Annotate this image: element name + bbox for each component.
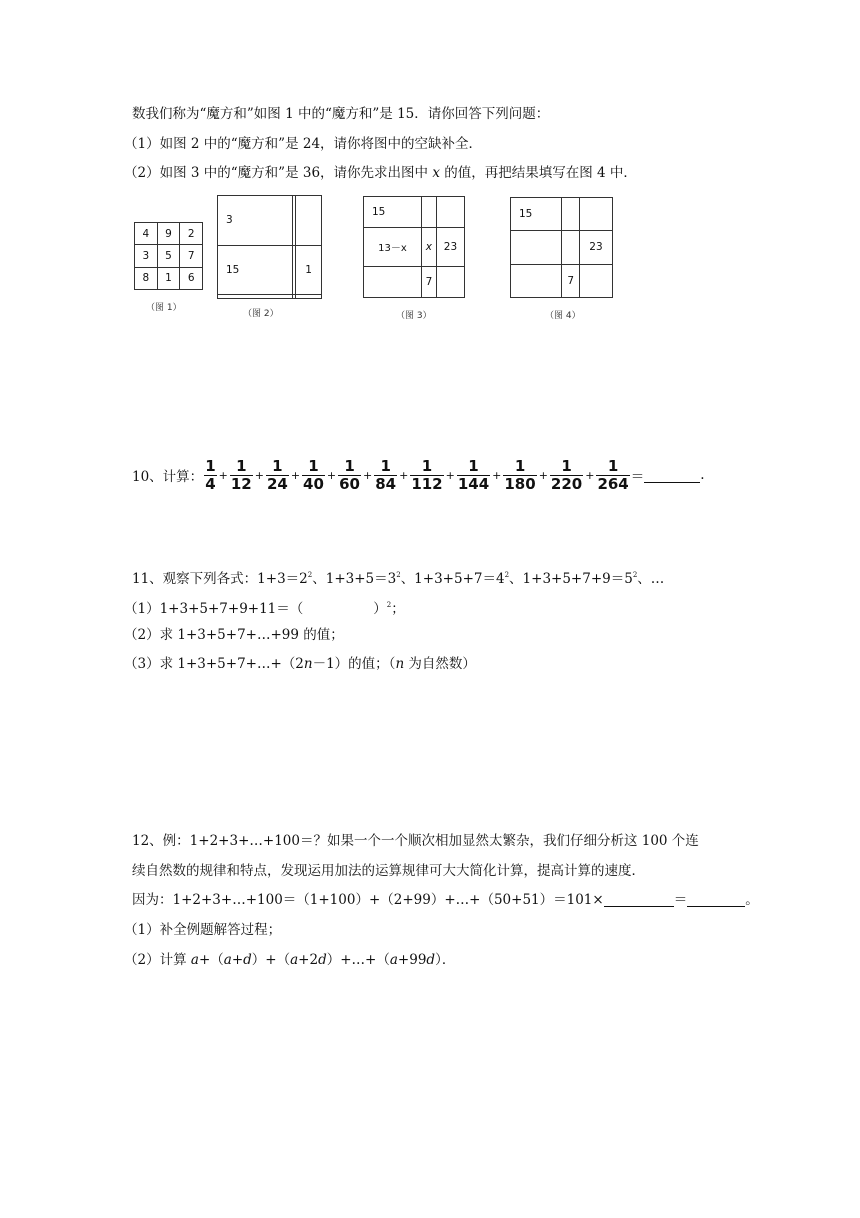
grid-cell	[296, 196, 322, 246]
grid-cell: 1	[157, 267, 180, 289]
magic-square-fig3	[363, 196, 465, 298]
q12-var-d: d	[426, 952, 436, 968]
q11-var-n: n	[303, 656, 313, 672]
fraction	[550, 458, 583, 493]
grid-cell	[436, 266, 464, 297]
fraction-numerator: 1	[308, 456, 319, 475]
magic-square-fig4	[510, 197, 613, 298]
fraction-denominator: 4	[205, 474, 216, 493]
q11-exp: 2	[396, 571, 401, 579]
q11-var-n: n	[395, 656, 405, 672]
grid-cell: 4	[135, 223, 158, 245]
plus-sign: +	[290, 468, 301, 482]
fraction-denominator: 84	[375, 474, 397, 493]
q11-p3-c: 为自然数）	[404, 656, 476, 672]
grid-cell: 1	[296, 245, 322, 295]
grid-cell: 23	[579, 231, 612, 264]
fraction	[230, 458, 253, 493]
q10-answer-blank[interactable]	[644, 468, 700, 483]
fraction-denominator: 180	[504, 474, 536, 493]
grid-cell	[421, 197, 436, 228]
fraction-denominator: 112	[411, 474, 443, 493]
fraction-denominator: 24	[266, 474, 288, 493]
fig1-caption: （图 1）	[146, 303, 182, 313]
q10-expression	[132, 453, 705, 497]
q12-line-3	[132, 890, 759, 910]
q11-p3-b: －1）的值；（	[312, 656, 396, 672]
intro-line-3-a: （2）如图 3 中的“魔方和”是 36，请你先求出图中	[124, 165, 433, 181]
fraction	[302, 458, 325, 493]
fraction-numerator: 1	[607, 456, 619, 475]
q12-p2-e: ）+（	[251, 952, 291, 968]
q12-p2-c: +	[231, 952, 244, 968]
grid-cell: 13－x	[364, 228, 422, 266]
q11-line-1	[132, 565, 664, 589]
q12-var-d: d	[243, 952, 252, 968]
grid-cell: 15	[511, 198, 562, 231]
intro-line-3	[124, 163, 637, 183]
grid-cell: 5	[157, 245, 180, 267]
intro-line-1: 数我们称为“魔方和”如图 1 中的“魔方和”是 15．请你回答下列问题：	[132, 106, 550, 122]
q10-equals: ＝	[630, 469, 645, 485]
fraction-numerator: 1	[514, 456, 526, 475]
q12-line-2: 续自然数的规律和特点，发现运用加法的运算规律可大大简化计算，提高计算的速度．	[132, 863, 645, 879]
q11-exp: 2	[307, 571, 313, 579]
grid-cell: 3	[218, 196, 293, 246]
fraction	[457, 458, 490, 493]
intro-line-2: （1）如图 2 中的“魔方和”是 24，请你将图中的空缺补全．	[124, 136, 483, 152]
grid-cell	[511, 231, 562, 264]
fraction-denominator: 60	[339, 474, 360, 493]
grid-cell: 9	[157, 223, 180, 245]
plus-sign: +	[445, 468, 455, 482]
plus-sign: +	[399, 468, 409, 482]
grid-cell	[562, 198, 580, 231]
grid-cell: 15	[364, 197, 422, 228]
q12-var-a: a	[290, 952, 299, 968]
q12-part-1: （1）补全例题解答过程；	[124, 922, 282, 938]
grid-cell: 23	[436, 228, 464, 266]
q12-p2-a: （2）计算	[124, 952, 191, 968]
q12-line-1: 12、例：1+2+3+…+100＝？如果一个一个顺次相加显然太繁杂，我们仔细分析这 100 个连	[132, 833, 699, 849]
magic-square-fig2	[217, 195, 322, 299]
q12-var-a: a	[389, 952, 398, 968]
q11-ellipsis: 、…	[637, 571, 665, 587]
plus-sign: +	[218, 468, 228, 482]
grid-cell: 2	[180, 223, 203, 245]
q12-p2-f: +2	[298, 952, 319, 968]
grid-cell: 8	[135, 267, 158, 289]
q11-exp: 2	[632, 571, 638, 579]
q11-p3-a: （3）求 1+3+5+7+…+（2	[124, 656, 304, 672]
fig2-caption: （图 2）	[243, 309, 279, 319]
q11-p1-end: ；	[391, 601, 405, 617]
q11-exp: 2	[504, 571, 510, 579]
fraction-denominator: 40	[303, 474, 324, 493]
fig3-caption: （图 3）	[396, 311, 432, 321]
plus-sign: +	[254, 468, 264, 482]
grid-cell	[364, 266, 422, 297]
grid-cell	[579, 264, 612, 297]
q11-eq2: 、1+3+5＝3	[312, 571, 397, 587]
fraction-numerator: 1	[236, 456, 247, 475]
q12-blank-2[interactable]	[687, 892, 745, 907]
plus-sign: +	[585, 468, 595, 482]
q11-eq1: 11、观察下列各式：1+3＝2	[132, 571, 308, 587]
q11-eq4: 、1+3+5+7+9＝5	[509, 571, 633, 587]
plus-sign: +	[326, 468, 337, 482]
fraction	[338, 458, 361, 493]
q12-var-d: d	[318, 952, 327, 968]
q11-p1-b: ）	[373, 601, 387, 617]
fraction	[596, 458, 629, 493]
fraction	[374, 458, 397, 493]
q12-part-2	[124, 950, 455, 970]
fraction	[503, 458, 536, 493]
q12-p2-g: ）+…+（	[326, 952, 390, 968]
fig4-caption: （图 4）	[545, 311, 581, 321]
fraction-numerator: 1	[380, 456, 391, 475]
grid-cell: 7	[562, 264, 580, 297]
q10-label: 10、计算：	[132, 469, 204, 485]
fraction-numerator: 1	[468, 456, 479, 475]
plus-sign: +	[538, 468, 548, 482]
magic-square-fig1	[134, 222, 203, 290]
fraction-denominator: 220	[550, 474, 583, 493]
fraction-numerator: 1	[561, 456, 572, 475]
q12-p2-i: ）．	[435, 952, 456, 968]
plus-sign: +	[363, 468, 373, 482]
q12-l3-b: ＝	[673, 892, 688, 908]
grid-cell	[562, 231, 580, 264]
grid-cell: x	[421, 228, 436, 266]
q12-var-a: a	[223, 952, 232, 968]
q11-eq3: 、1+3+5+7＝4	[400, 571, 505, 587]
q12-l3-c: 。	[745, 892, 759, 908]
q12-p2-h: +99	[397, 952, 427, 968]
fraction-denominator: 144	[457, 474, 490, 493]
fraction-numerator: 1	[344, 456, 355, 475]
grid-cell: 7	[180, 245, 203, 267]
fraction	[204, 458, 216, 493]
q12-p2-b: +（	[198, 952, 224, 968]
fraction-denominator: 12	[230, 474, 252, 493]
grid-cell: 7	[421, 266, 436, 297]
q11-part-3	[124, 654, 476, 674]
q12-var-a: a	[190, 952, 199, 968]
grid-cell	[511, 264, 562, 297]
grid-cell	[436, 197, 464, 228]
q11-exp: 2	[386, 601, 392, 609]
q11-part-2: （2）求 1+3+5+7+…+99 的值；	[124, 627, 344, 643]
q12-l3-a: 因为：1+2+3+…+100＝（1+100）+（2+99）+…+（50+51）＝101×	[132, 892, 604, 908]
grid-cell: 3	[135, 245, 158, 267]
grid-cell	[296, 295, 322, 299]
q11-p1-a: （1）1+3+5+7+9+11＝（	[124, 601, 304, 617]
fraction-numerator: 1	[421, 456, 433, 475]
intro-line-3-b: 的值，再把结果填写在图 4 中．	[439, 165, 637, 181]
fraction	[266, 458, 289, 493]
grid-cell: 15	[218, 245, 293, 295]
fraction-numerator: 1	[272, 456, 283, 475]
grid-cell	[218, 295, 293, 299]
fraction-numerator: 1	[205, 456, 216, 475]
plus-sign: +	[492, 468, 502, 482]
fraction-denominator: 264	[597, 474, 629, 493]
intro-var-x: x	[432, 165, 440, 181]
q10-fractions	[203, 458, 631, 493]
q10-end: .	[700, 467, 705, 483]
q11-part-1	[124, 595, 405, 619]
q12-blank-1[interactable]	[604, 892, 674, 907]
grid-cell: 6	[180, 267, 203, 289]
fraction	[410, 458, 443, 493]
grid-cell	[579, 198, 612, 231]
